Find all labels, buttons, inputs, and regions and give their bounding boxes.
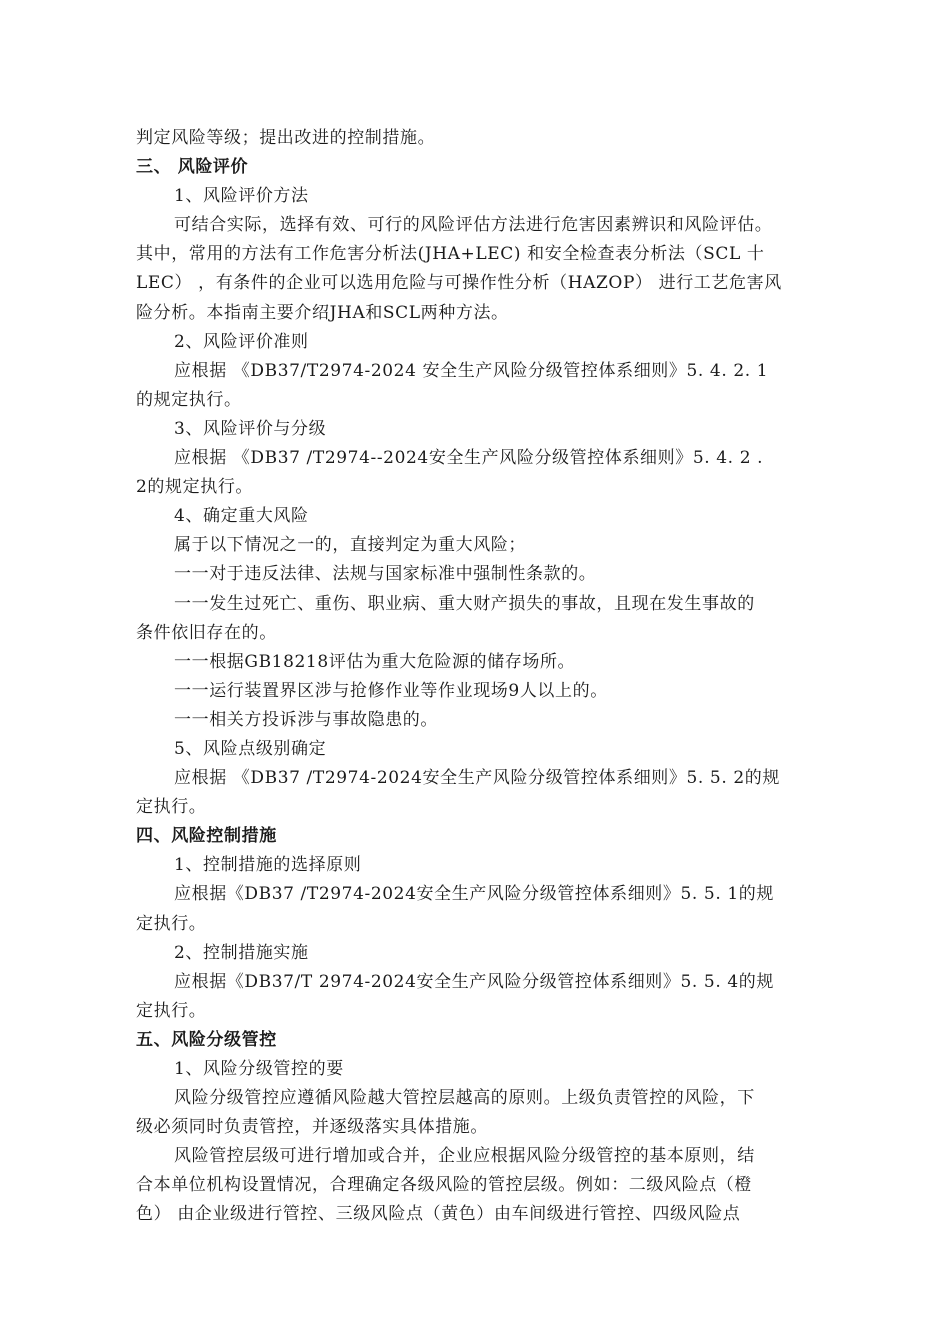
text-line: 其中，常用的方法有工作危害分析法(JHA+LEC) 和安全检查表分析法（SCL 十 [136,244,765,265]
text-line: 1、风险分级管控的要 [174,1059,344,1079]
text-line: 4、确定重大风险 [174,506,309,527]
text-line: 色） 由企业级进行管控、三级风险点（黄色）由车间级进行管控、四级风险点 [136,1204,741,1225]
text-line: 应根据 《DB37 /T2974-2024安全生产风险分级管控体系细则》5. 5. 2的规 [174,768,780,789]
text-line: 一一发生过死亡、重伤、职业病、重大财产损失的事故，且现在发生事故的 [174,593,755,614]
text-line: 应根据 《DB37 /T2974--2024安全生产风险分级管控体系细则》5. 4. 2 . [174,448,764,469]
text-line: 可结合实际，选择有效、可行的风险评估方法进行危害因素辨识和风险评估。 [174,215,773,236]
section-heading: 四、风险控制措施 [136,826,277,847]
text-line: 应根据《DB37/T 2974-2024安全生产风险分级管控体系细则》5. 5. 4的规 [174,971,774,992]
section-heading: 三、 风险评价 [136,157,249,178]
text-line: 属于以下情况之一的，直接判定为重大风险； [174,535,526,556]
text-line: 应根据 《DB37/T2974-2024 安全生产风险分级管控体系细则》5. 4. 2. 1 [174,360,769,381]
text-line: 级必须同时负责管控，并逐级落实具体措施。 [136,1117,488,1138]
text-line: 定执行。 [136,913,207,934]
text-line: 2、风险评价准则 [174,331,309,352]
text-line: 2、控制措施实施 [174,942,309,963]
text-line: 合本单位机构设置情况，合理确定各级风险的管控层级。例如：二级风险点（橙 [136,1175,752,1196]
text-line: 条件依旧存在的。 [136,622,277,643]
text-line: 一一根据GB18218评估为重大危险源的储存场所。 [174,651,576,672]
text-line: LEC） ，有条件的企业可以选用危险与可操作性分析（HAZOP） 进行工艺危害风 [136,273,782,294]
text-line: 判定风险等级；提出改进的控制措施。 [136,128,436,148]
text-line: 的规定执行。 [136,389,242,410]
text-line: 一一运行装置界区涉与抢修作业等作业现场9人以上的。 [174,680,608,701]
text-line: 风险分级管控应遵循风险越大管控层越高的原则。上级负责管控的风险，下 [174,1088,755,1109]
text-line: 风险管控层级可进行增加或合并，企业应根据风险分级管控的基本原则，结 [174,1146,755,1167]
text-line: 一一对于违反法律、法规与国家标准中强制性条款的。 [174,564,597,585]
text-line: 应根据《DB37 /T2974-2024安全生产风险分级管控体系细则》5. 5. 1的规 [174,884,774,905]
text-line: 3、风险评价与分级 [174,418,327,439]
text-line: 2的规定执行。 [136,477,254,498]
text-line: 1、控制措施的选择原则 [174,855,362,876]
text-line: 5、风险点级别确定 [174,738,327,759]
text-line: 险分析。本指南主要介绍JHA和SCL两种方法。 [136,302,509,323]
document-body [136,124,816,1230]
section-heading: 五、风险分级管控 [136,1029,277,1050]
text-line: 1、风险评价方法 [174,186,309,207]
text-line: 定执行。 [136,797,207,818]
text-line: 一一相关方投诉涉与事故隐患的。 [174,709,438,730]
text-line: 定执行。 [136,1000,207,1021]
